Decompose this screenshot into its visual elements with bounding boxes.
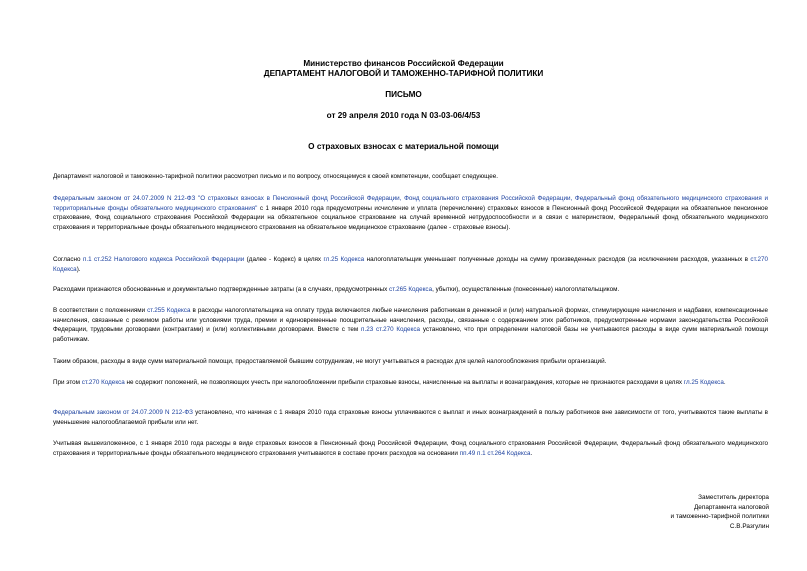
paragraph-text: Таким образом, расходы в виде сумм материальной помощи, предоставляемой бывшим сотрудникам, не могут учитываться в расходах для целей налогообложения прибыли организаций. — [53, 358, 607, 365]
paragraph-intro — [53, 172, 768, 182]
link-art-264[interactable]: пп.49 п.1 ст.264 Кодекса — [459, 449, 531, 457]
link-art-255[interactable]: ст.255 Кодекса — [147, 307, 191, 314]
paragraph-text: не содержит положений, не позволяющих учесть при налогообложении прибыли страховые взносы, начисленные на выплаты и вознаграждения, которые не признаются расходами в целях — [124, 379, 684, 386]
link-ch-25[interactable]: гл.25 Кодекса — [323, 256, 365, 263]
link-art-270-2[interactable]: ст.270 Кодекса — [81, 379, 125, 386]
paragraph-text: Согласно — [53, 256, 83, 263]
department-name: ДЕПАРТАМЕНТ НАЛОГОВОЙ И ТАМОЖЕННО-ТАРИФНОЙ ПОЛИТИКИ — [263, 69, 544, 78]
signature-line: и таможенно-тарифной политики — [670, 513, 769, 521]
signature-line: Департамента налоговой — [693, 503, 769, 511]
link-art-252[interactable]: п.1 ст.252 Налогового кодекса Российской Федерации — [82, 256, 245, 263]
signature-block — [671, 493, 769, 532]
paragraph-text: . — [530, 449, 533, 457]
paragraph-article-252 — [53, 255, 768, 274]
paragraph-text: В соответствии с положениями — [53, 307, 148, 314]
paragraph-text: Учитывая вышеизложенное, с 1 января 2010 года расходы в виде страховых взносов в Пенсионный фонд Российской Федерации, Фонд социального страхования Российской Федерации, Федеральный фонд обязательного медицинского страхования и территориальные фонды обязательного медицинского страхования учитываются в составе прочих расходов на основании — [53, 440, 768, 457]
paragraph-law-212-2 — [53, 408, 768, 427]
paragraph-text: ). — [76, 265, 81, 273]
link-art-270[interactable]: ст.270 Кодекса — [53, 256, 769, 273]
paragraph-text: , убытки), осуществленные (понесенные) налогоплательщиком. — [432, 286, 620, 293]
signature-line: Заместитель директора — [698, 494, 769, 501]
paragraph-text: При этом — [53, 379, 82, 386]
paragraph-law-212 — [53, 194, 768, 232]
paragraph-text: налогоплательщик уменьшает полученные доходы на сумму произведенных расходов (за исключением расходов, указанных в — [364, 256, 751, 263]
document-type: ПИСЬМО — [385, 90, 422, 99]
paragraph-text: в расходы налогоплательщика на оплату труда включаются любые начисления работникам в денежной и (или) натуральной формах, стимулирующие начисления и надбавки, компенсационные начисления, связанные с режимом работы или условиями труда, премии и единовременные поощрительные начисления, расходы, связанные с содержанием этих работников, предусмотренные нормами законодательства Российской Федерации, трудовыми договорами (контрактами) и (или) коллективными договорами. Вместе с тем — [53, 307, 768, 334]
paragraph-text: установлено, что при определении налоговой базы не учитываются расходы в виде сумм материальной помощи работникам. — [53, 326, 769, 343]
link-ch-25-2[interactable]: гл.25 Кодекса — [683, 379, 724, 386]
paragraph-text: (далее - Кодекс) в целях — [244, 256, 324, 263]
paragraph-conclusion-2 — [53, 439, 768, 458]
document-date-number: от 29 апреля 2010 года N 03-03-06/4/53 — [326, 111, 481, 120]
paragraph-expenses — [53, 285, 768, 295]
paragraph-text: с 1 января 2010 года предусмотрены исчисление и уплата (перечисление) страховых взносов в Пенсионный фонд Российской Федерации на обязательное пенсионное страхование, Фонд социального страхования Российской Федерации на обязательное социальное страхование на случай временной нетрудоспособности и в связи с материнством, Федеральный фонд обязательного медицинского страхования и территориальные фонды обязательного медицинского страхования на обязательное медицинское страхование (далее - страховые взносы). — [53, 204, 768, 231]
paragraph-conclusion-1 — [53, 357, 768, 367]
document-subject: О страховых взносах с материальной помощи — [308, 142, 499, 151]
paragraph-text: . — [723, 379, 726, 386]
paragraph-text: установлено, что начиная с 1 января 2010 года страховые взносы уплачиваются с выплат и иных вознаграждений в пользу работников вне зависимости от того, учитываются такие выплаты в уменьшение налогооблагаемой прибыли или нет. — [53, 409, 768, 426]
paragraph-text: Расходами признаются обоснованные и документально подтвержденные затраты (а в случаях, предусмотренных — [53, 286, 390, 293]
signature-name: С.В.Разгулин — [729, 523, 769, 531]
link-federal-law-212[interactable]: Федеральным законом от 24.07.2009 N 212-ФЗ "О страховых взносах в Пенсионный фонд Российской Федерации, Фонд социального страхования Российской Федерации, Федеральный фонд обязательного медицинского страхования и территориальные фонды обязательного медицинского страхования" — [53, 195, 768, 212]
paragraph-article-255 — [53, 306, 768, 344]
paragraph-article-270 — [53, 378, 768, 388]
ministry-name: Министерство финансов Российской Федерации — [303, 59, 504, 68]
paragraph-text: Департамент налоговой и таможенно-тарифной политики рассмотрел письмо и по вопросу, относящемуся к своей компетенции, сообщает следующее. — [53, 173, 499, 180]
link-art-265[interactable]: ст.265 Кодекса — [389, 286, 433, 293]
link-p23-art-270[interactable]: п.23 ст.270 Кодекса — [361, 326, 421, 334]
link-federal-law-212-2[interactable]: Федеральным законом от 24.07.2009 N 212-ФЗ — [53, 409, 193, 416]
